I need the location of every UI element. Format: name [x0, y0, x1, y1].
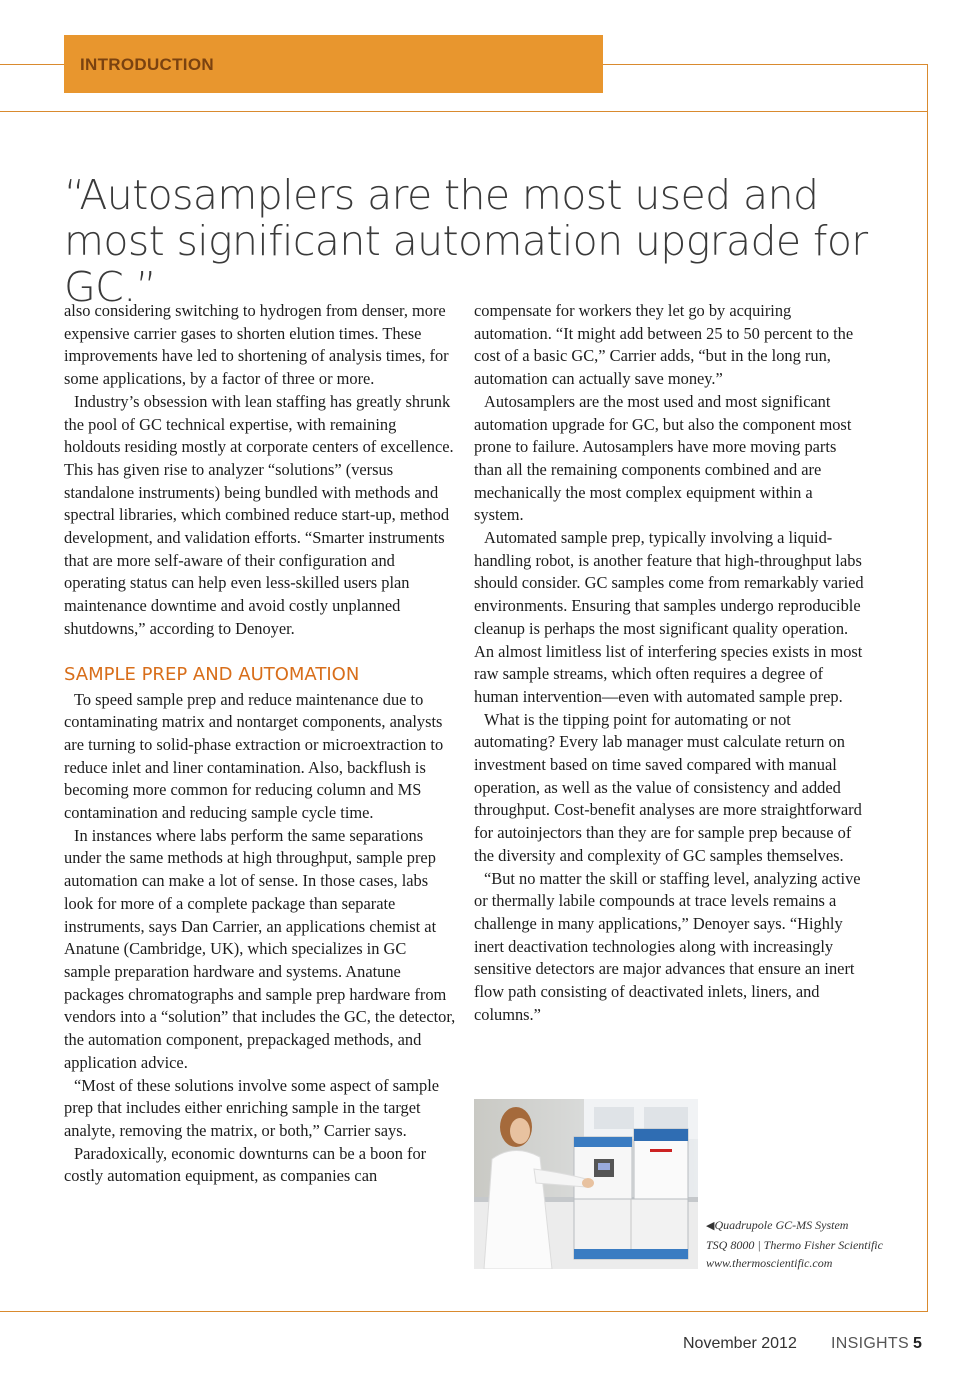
right-paragraph-3: Automated sample prep, typically involving a liquid-handling robot, is another feature that high-throughput labs should consider. GC samples come from remarkably varied environments. Ensuring that samples undergo reproducible cleanup is perhaps the most significant quality operation. An almost limitless list of interfering species exists in most raw sample streams, which often requires a degree of human intervention—even with automated sample prep. [474, 528, 864, 706]
left-paragraph-1: also considering switching to hydrogen from denser, more expensive carrier gases to shorten elution times. These improvements have led to shortening of analysis times, for some applications, by a factor of three or more. [64, 301, 449, 389]
footer-magazine: INSIGHTS [831, 1335, 909, 1352]
left-paragraph-3: To speed sample prep and reduce maintenance due to contaminating matrix and nontarget components, analysts are turning to solid-phase extraction or microextraction to reduce inlet and liner contamination. Also, backflush is becoming more common for reducing column and MS contamination and reducing sample cycle time. [64, 689, 444, 823]
pull-quote: “Autosamplers are the most used and most significant automation upgrade for GC.” [64, 171, 868, 311]
frame-right-rule [927, 64, 928, 1312]
caption-line-3: www.thermoscientific.com [706, 1256, 833, 1270]
photo-caption [706, 1216, 906, 1273]
right-paragraph-1: compensate for workers they let go by acquiring automation. “It might add between 25 to 50 percent to the cost of a basic GC,” Carrier adds, “but in the long run, automation can actually save money.” [474, 301, 854, 389]
footer-date: November 2012 [683, 1335, 797, 1352]
footer-page-number: 5 [913, 1335, 922, 1352]
left-paragraph-6: Paradoxically, economic downturns can be a boon for costly automation equipment, as companies can [64, 1143, 427, 1186]
lab-photo [474, 1099, 698, 1269]
gc-ms-lab-illustration [474, 1099, 698, 1269]
right-paragraph-5: “But no matter the skill or staffing level, analyzing active or thermally labile compounds at trace levels remains a challenge in many applications,” Denoyer says. “Highly inert deactivation technologies along with increasingly sensitive detectors are major advances that ensure an inert flow path consisting of deactivated inlets, liners, and columns.” [474, 868, 861, 1024]
left-paragraph-5: “Most of these solutions involve some aspect of sample prep that includes either enriching sample in the target analyte, removing the matrix, or both,” Carrier says. [64, 1075, 440, 1140]
frame-mid-rule [0, 111, 928, 112]
left-column [64, 300, 456, 1188]
section-subhead: SAMPLE PREP AND AUTOMATION [64, 663, 360, 685]
frame-bottom-rule [0, 1311, 928, 1312]
right-paragraph-4: What is the tipping point for automating or not automating? Every lab manager must calculate return on investment based on time saved compared with manual operation, as well as the value of consistency and added throughput. Cost-benefit analyses are more straightforward for autoinjectors than they are for sample prep because of the diversity and complexity of GC samples themselves. [474, 709, 862, 865]
caption-line-1: ◀Quadrupole GC-MS System [706, 1218, 849, 1232]
caption-line-2: TSQ 8000 | Thermo Fisher Scientific [706, 1237, 883, 1252]
section-tab: INTRODUCTION [64, 35, 603, 93]
left-paragraph-2: Industry’s obsession with lean staffing has greatly shrunk the pool of GC technical expertise, with remaining holdouts residing mostly at corporate centers of excellence. This has given rise to analyzer “solutions” (versus standalone instruments) being bundled with methods and spectral libraries, which combined reduce start-up, method development, and validation efforts. “Smarter instruments that are more self-aware of their configuration and operating status can help even less-skilled users plan maintenance downtime and avoid costly unplanned shutdowns,” according to Denoyer. [64, 391, 454, 638]
right-column [474, 300, 866, 1027]
caret-left-icon: ◀ [706, 1220, 715, 1232]
left-paragraph-4: In instances where labs perform the same separations under the same methods at high throughput, sample prep automation can make a lot of sense. In those cases, labs look for more of a complete package than separate instruments, says Dan Carrier, an applications chemist at Anatune (Cambridge, UK), which specializes in GC sample preparation hardware and systems. Anatune packages chromatographs and sample prep hardware from vendors into a “solution” that includes the GC, the detector, the automation component, prepackaged methods, and application advice. [64, 825, 456, 1072]
right-paragraph-2: Autosamplers are the most used and most significant automation upgrade for GC, but also the component most prone to failure. Autosamplers have more moving parts than all the remaining components combined and are mechanically the most complex equipment within a system. [474, 391, 852, 525]
